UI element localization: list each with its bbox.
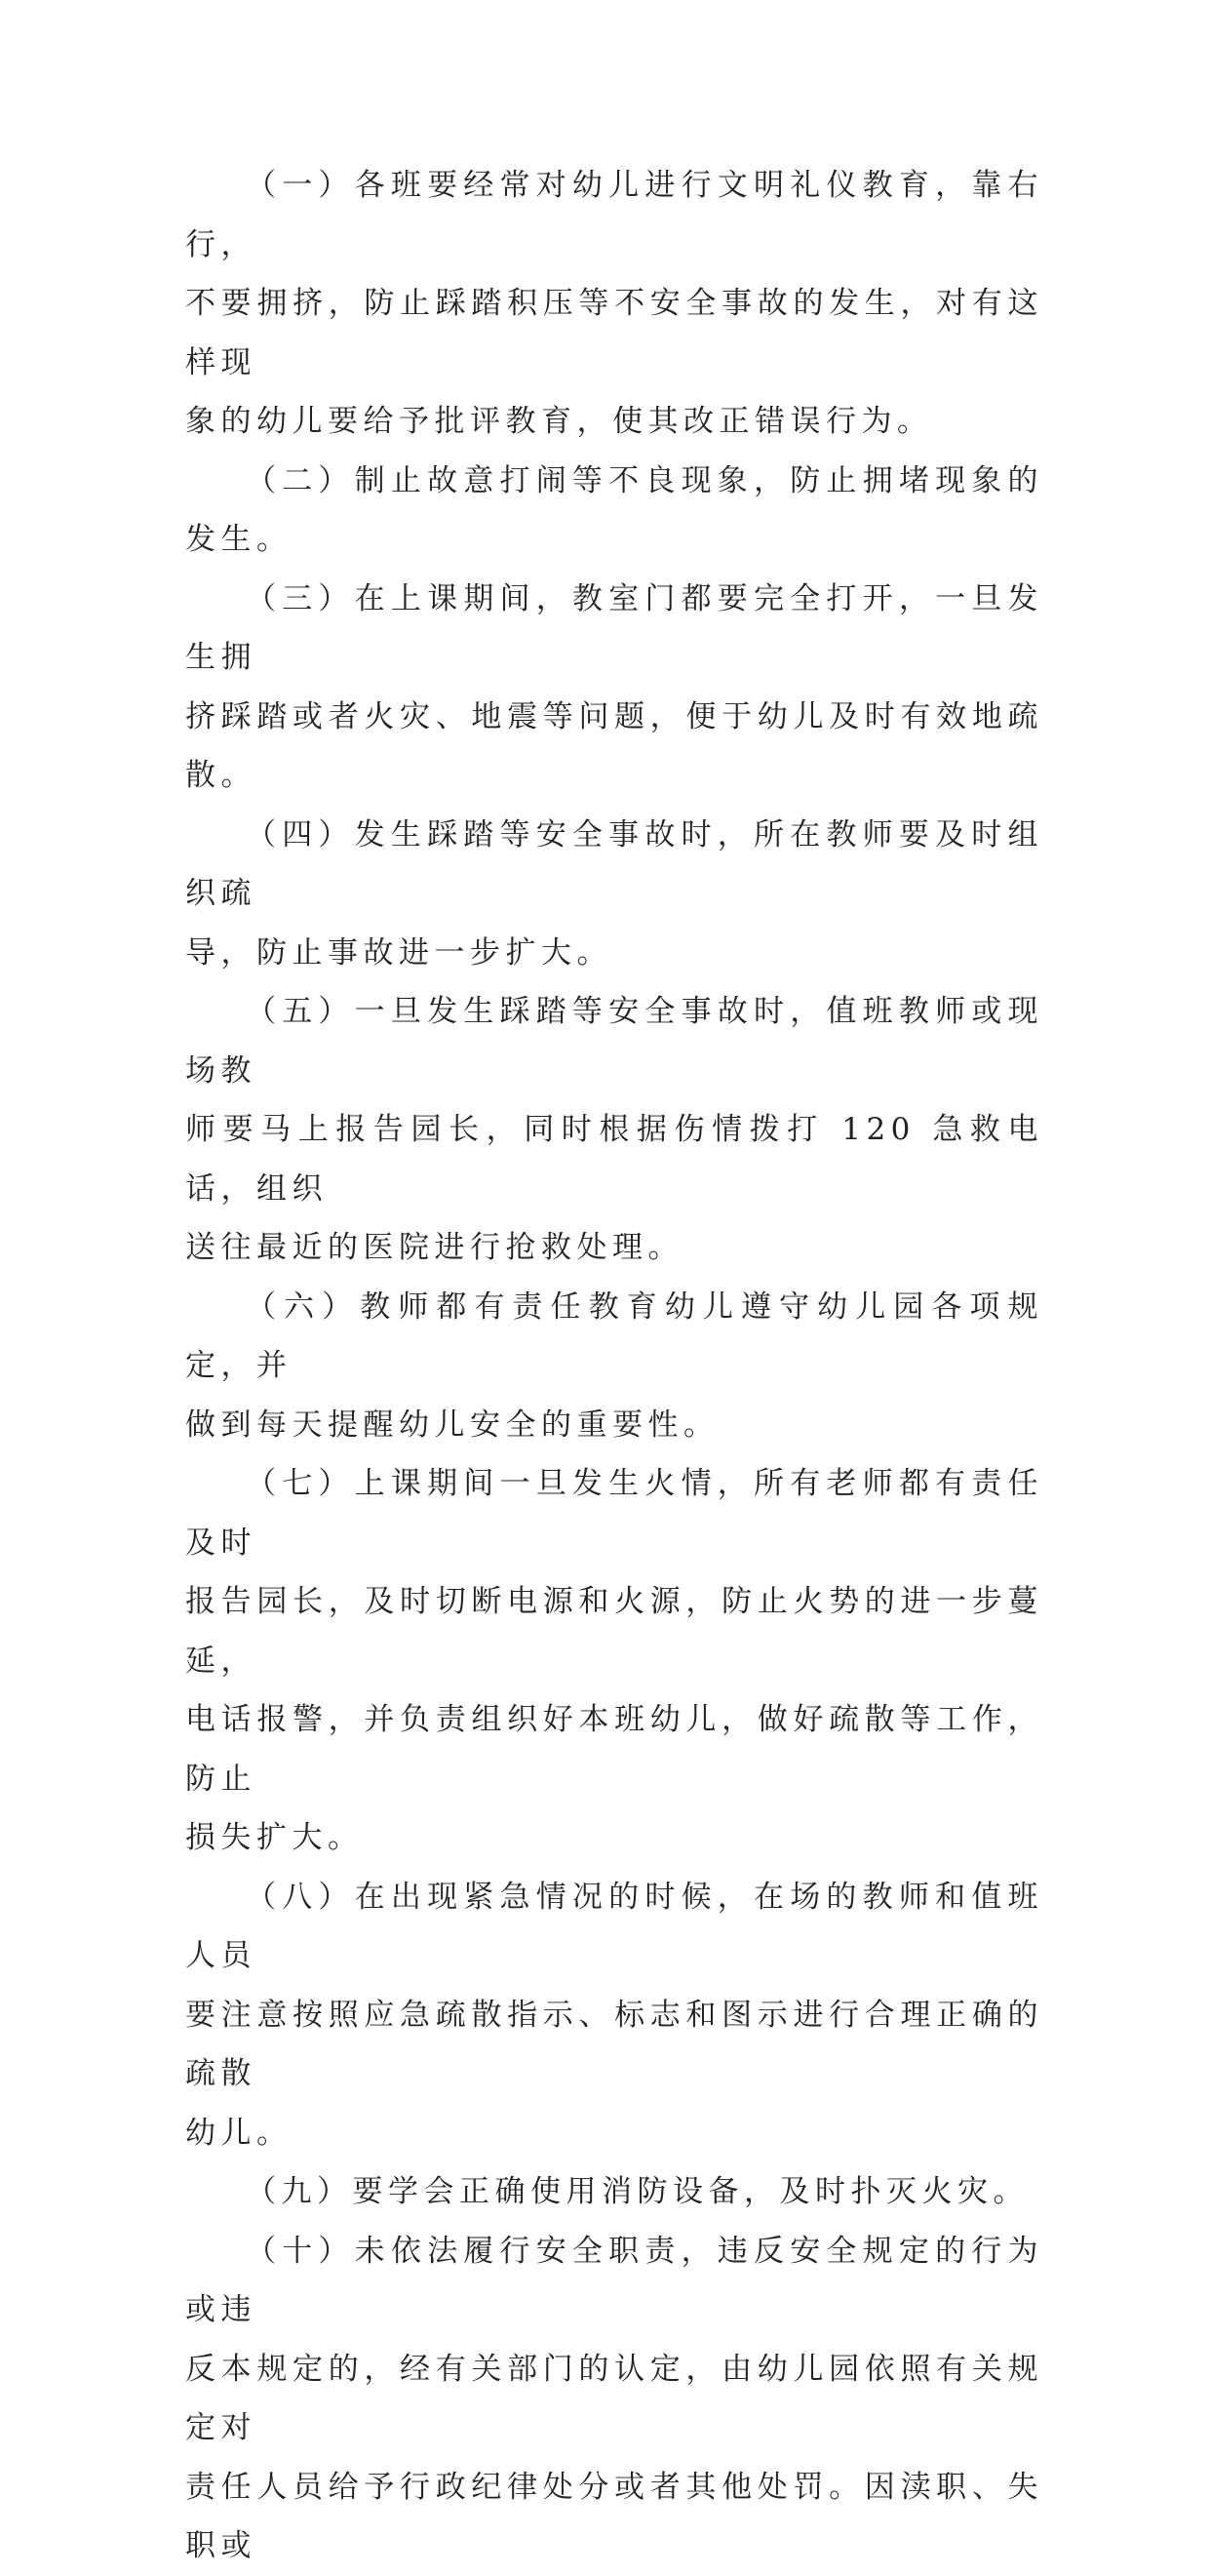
paragraph-line: （七）上课期间一旦发生火情，所有老师都有责任及时	[185, 1466, 1043, 1561]
paragraph-line: 要注意按照应急疏散指示、标志和图示进行合理正确的疏散	[185, 1997, 1043, 2091]
paragraph-line: （三）在上课期间，教室门都要完全打开，一旦发生拥	[185, 580, 1043, 675]
paragraph-6	[185, 1278, 1043, 1455]
paragraph-line: 做到每天提醒幼儿安全的重要性。	[185, 1407, 720, 1443]
paragraph-line: 象的幼儿要给予批评教育，使其改正错误行为。	[185, 404, 933, 439]
paragraph-line: （五）一旦发生踩踏等安全事故时，值班教师或现场教	[185, 994, 1043, 1089]
paragraph-8	[185, 1868, 1043, 2163]
paragraph-line: （十）未依法履行安全职责，违反安全规定的行为或违	[185, 2233, 1043, 2327]
paragraph-line: 师要马上报告园长，同时根据伤情拨打 120 急救电话，组织	[185, 1112, 1043, 1207]
paragraph-line: 送往最近的医院进行抢救处理。	[185, 1230, 683, 1265]
paragraph-2	[185, 452, 1043, 570]
paragraph-line: 电话报警，并负责组织好本班幼儿，做好疏散等工作，防止	[185, 1702, 1043, 1797]
paragraph-line: 损失扩大。	[185, 1820, 364, 1855]
paragraph-line: （六）教师都有责任教育幼儿遵守幼儿园各项规定，并	[185, 1288, 1043, 1383]
paragraph-line: （二）制止故意打闹等不良现象，防止拥堵现象的发生。	[185, 462, 1043, 557]
paragraph-line: （一）各班要经常对幼儿进行文明礼仪教育，靠右行，	[185, 168, 1043, 262]
paragraph-9	[185, 2162, 1043, 2222]
paragraph-line: 报告园长，及时切断电源和火源，防止火势的进一步蔓延，	[185, 1584, 1043, 1679]
paragraph-line: 责任人员给予行政纪律处分或者其他处罚。因渎职、失职或	[185, 2469, 1043, 2563]
paragraph-7	[185, 1454, 1043, 1868]
document-body	[185, 156, 1043, 2576]
paragraph-line: 幼儿。	[185, 2115, 293, 2151]
paragraph-line: （八）在出现紧急情况的时候，在场的教师和值班人员	[185, 1879, 1043, 1973]
paragraph-5	[185, 982, 1043, 1278]
paragraph-line: （四）发生踩踏等安全事故时，所在教师要及时组织疏	[185, 816, 1043, 911]
paragraph-3	[185, 570, 1043, 806]
paragraph-line: 导，防止事故进一步扩大。	[185, 934, 612, 971]
paragraph-line: 挤踩踏或者火灾、地震等问题，便于幼儿及时有效地疏散。	[185, 698, 1043, 793]
paragraph-4	[185, 806, 1043, 983]
paragraph-line: 反本规定的，经有关部门的认定，由幼儿园依照有关规定对	[185, 2351, 1043, 2445]
paragraph-1	[185, 156, 1043, 452]
paragraph-line: （九）要学会正确使用消防设备，及时扑灭火灾。	[246, 2174, 1029, 2209]
paragraph-10	[185, 2222, 1043, 2576]
paragraph-line: 不要拥挤，防止踩踏积压等不安全事故的发生，对有这样现	[185, 286, 1043, 380]
